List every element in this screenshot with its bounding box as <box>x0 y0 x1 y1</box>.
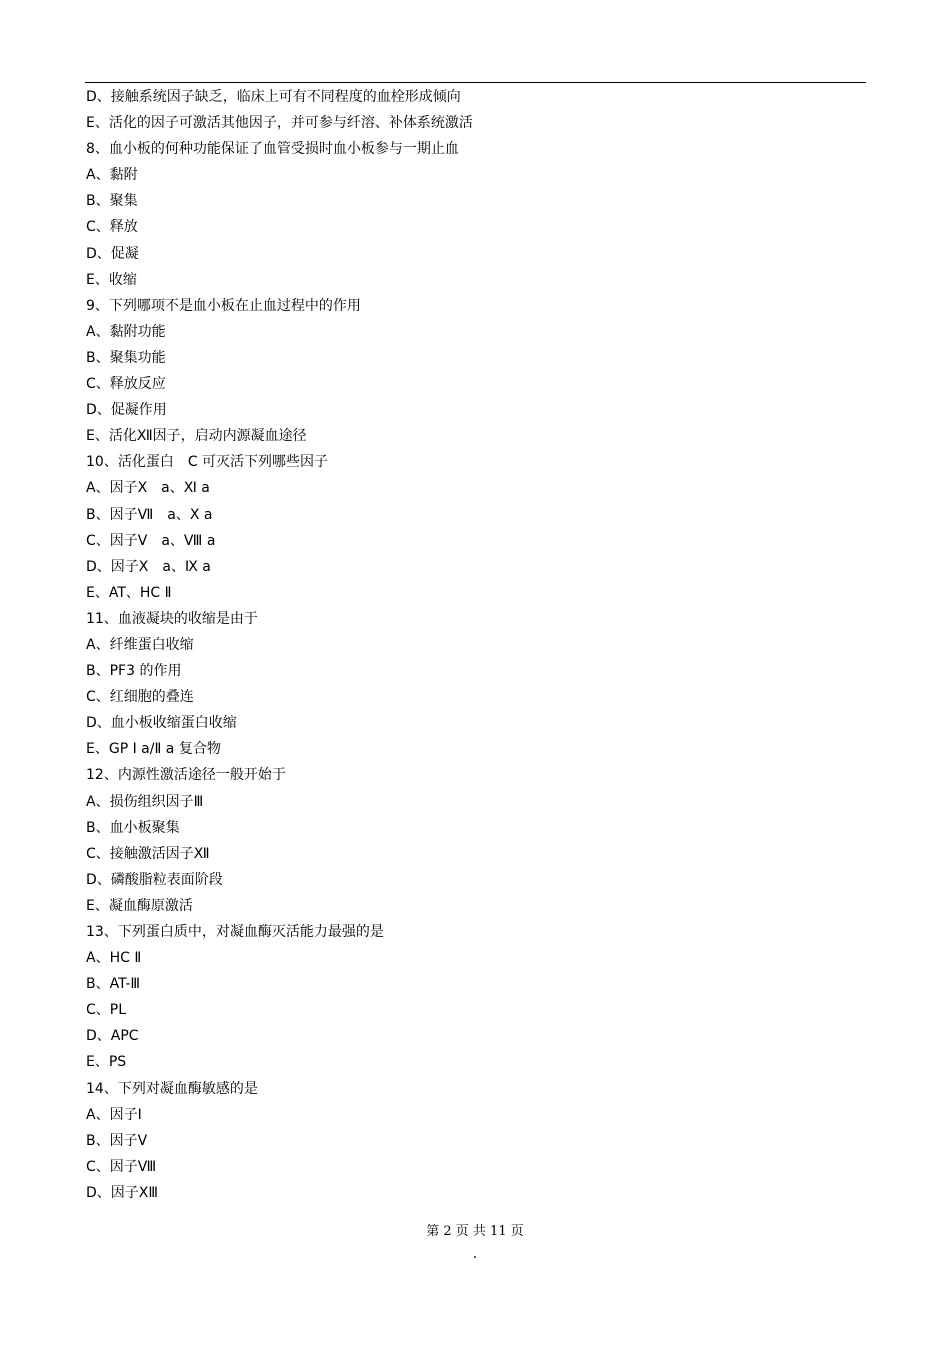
page-footer: 第 2 页 共 11 页 <box>426 1224 524 1239</box>
text-line: D、因子ⅩⅢ <box>86 1184 159 1201</box>
text-line: D、APC <box>86 1028 139 1045</box>
text-line: 8、血小板的何种功能保证了血管受损时血小板参与一期止血 <box>86 141 459 158</box>
text-line: B、因子Ⅶ a、Ⅹ a <box>86 506 213 523</box>
question-text-body <box>86 84 866 1206</box>
text-line: C、释放反应 <box>86 376 166 393</box>
text-line: D、因子Ⅹ a、Ⅸ a <box>86 558 211 575</box>
text-line: C、因子Ⅷ <box>86 1158 157 1175</box>
text-line: 10、活化蛋白 C 可灭活下列哪些因子 <box>86 454 329 471</box>
text-line: 9、下列哪项不是血小板在止血过程中的作用 <box>86 297 361 314</box>
text-line: D、接触系统因子缺乏，临床上可有不同程度的血栓形成倾向 <box>86 89 461 105</box>
text-line: B、聚集功能 <box>86 349 166 366</box>
text-line: B、聚集 <box>86 193 138 210</box>
text-line: B、因子Ⅴ <box>86 1132 148 1149</box>
text-line: C、红细胞的叠连 <box>86 689 194 706</box>
text-line: A、黏附功能 <box>86 323 166 340</box>
text-line: C、释放 <box>86 219 138 236</box>
text-line: E、GP Ⅰ a/Ⅱ a 复合物 <box>86 741 221 758</box>
text-line: B、AT-Ⅲ <box>86 976 141 993</box>
text-line: B、PF3 的作用 <box>86 663 182 680</box>
text-line: 14、下列对凝血酶敏感的是 <box>86 1080 258 1097</box>
text-line: E、活化Ⅻ因子，启动内源凝血途径 <box>86 428 307 445</box>
text-line: C、因子Ⅴ a、Ⅷ a <box>86 532 216 549</box>
text-line: E、收缩 <box>86 271 137 288</box>
text-line: E、AT、HC Ⅱ <box>86 584 172 601</box>
text-line: D、磷酸脂粒表面阶段 <box>86 871 223 888</box>
text-line: D、促凝作用 <box>86 402 167 419</box>
text-line: E、PS <box>86 1054 127 1071</box>
text-line: E、活化的因子可激活其他因子，并可参与纤溶、补体系统激活 <box>86 115 473 132</box>
text-line: A、HC Ⅱ <box>86 950 142 967</box>
text-line: A、因子Ⅰ <box>86 1106 142 1123</box>
text-line: 11、血液凝块的收缩是由于 <box>86 610 258 627</box>
text-line: D、促凝 <box>86 245 139 262</box>
footer-dot: . <box>472 1246 478 1262</box>
text-line: 13、下列蛋白质中，对凝血酶灭活能力最强的是 <box>86 924 384 940</box>
text-line: A、黏附 <box>86 167 138 184</box>
text-line: A、因子Ⅹ a、Ⅺ a <box>86 480 210 497</box>
text-line: 12、内源性激活途径一般开始于 <box>86 767 286 784</box>
header-rule <box>85 82 866 83</box>
text-line: D、血小板收缩蛋白收缩 <box>86 715 237 732</box>
text-line: C、PL <box>86 1002 127 1019</box>
text-line: B、血小板聚集 <box>86 819 180 836</box>
text-line: A、纤维蛋白收缩 <box>86 636 194 653</box>
text-line: C、接触激活因子Ⅻ <box>86 845 210 862</box>
text-line: A、损伤组织因子Ⅲ <box>86 793 204 810</box>
text-line: E、凝血酶原激活 <box>86 897 193 914</box>
